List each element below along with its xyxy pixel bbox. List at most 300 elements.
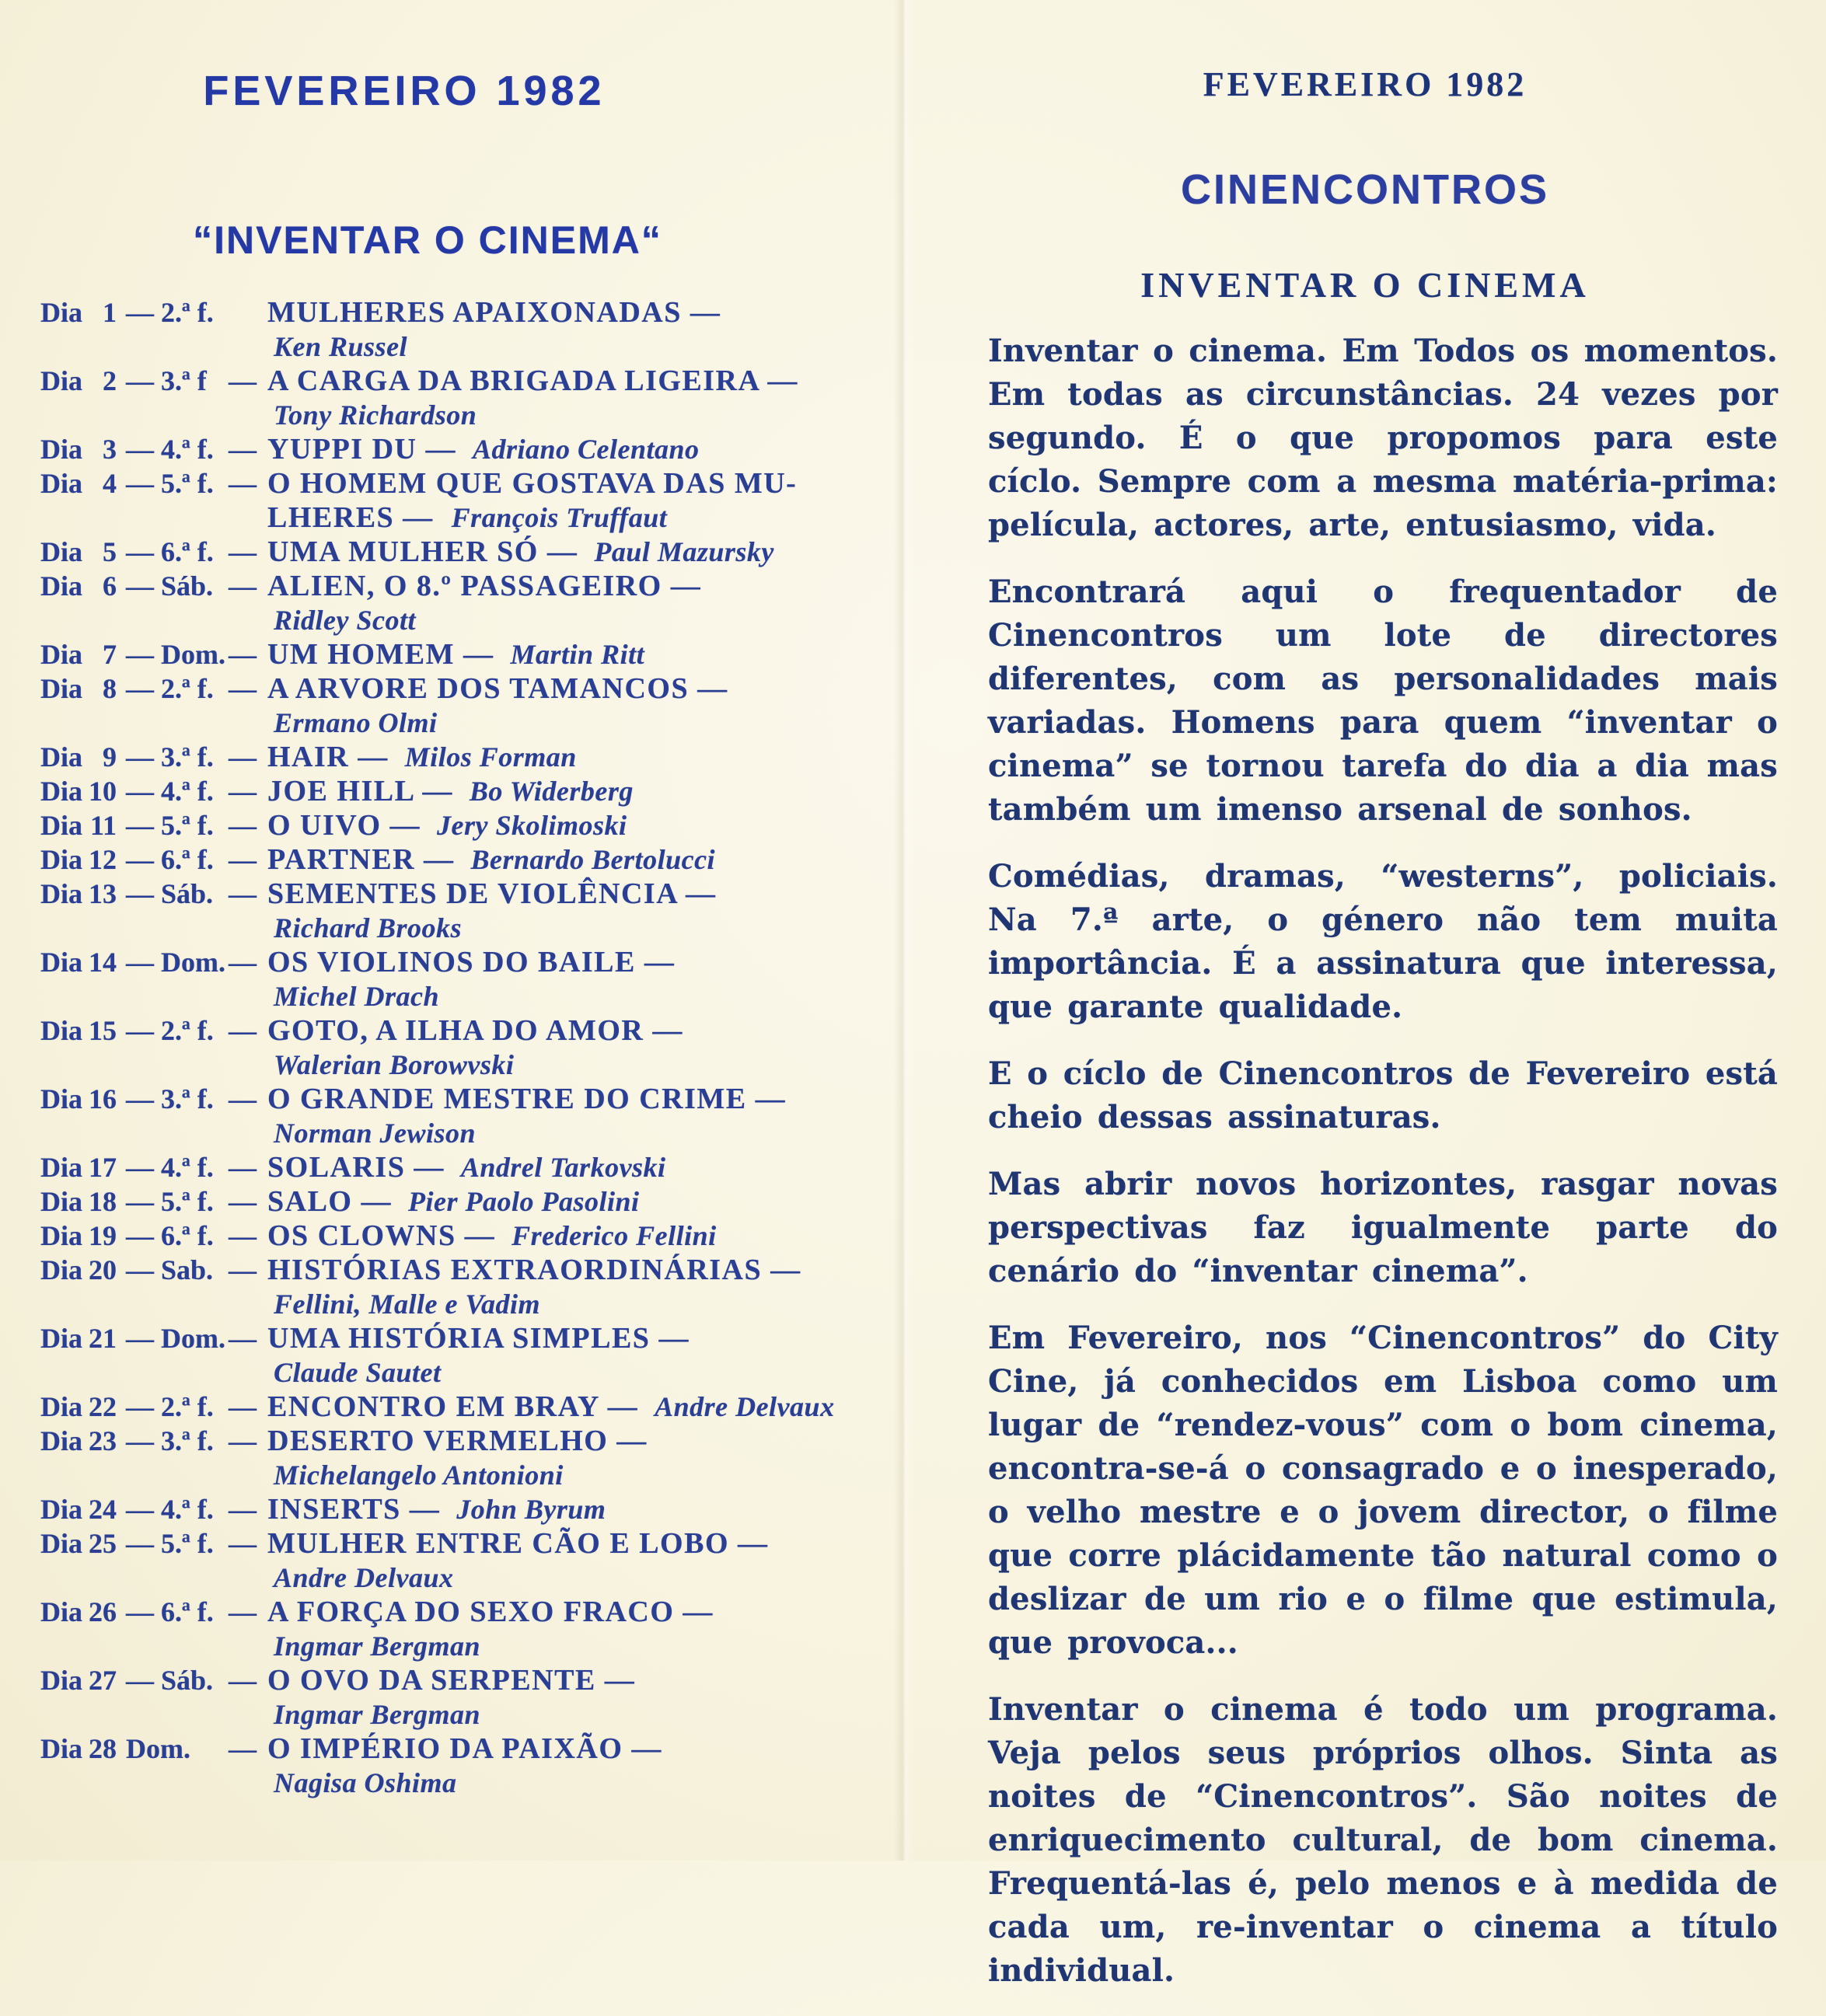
entry-title-line xyxy=(267,808,884,842)
entry-first-line xyxy=(40,535,884,569)
essay-paragraph: E o cíclo de Cinencontros de Fevereiro está cheio dessas assinaturas. xyxy=(988,1055,1778,1135)
entry-title-dash: — xyxy=(229,1152,257,1183)
entry-title-dash: — xyxy=(229,1220,257,1251)
entry-director: Tony Richardson xyxy=(274,399,477,431)
entry-weekday: — 3.ª f xyxy=(126,365,207,396)
entry-day-number: 7 xyxy=(103,639,117,670)
entry-director-inline: Andre Delvaux xyxy=(655,1391,835,1422)
entry-day-word: Dia xyxy=(40,1391,82,1422)
entry-film-title: PARTNER — xyxy=(267,843,455,876)
entry-director-inline: Frederico Fellini xyxy=(511,1220,717,1251)
entry-second-line xyxy=(274,330,884,364)
entry-day-word: Dia xyxy=(40,1494,82,1525)
entry-day-word: Dia xyxy=(40,1528,82,1559)
entry-weekday: — 6.ª f. xyxy=(126,536,214,567)
entry-weekday: — Sáb. xyxy=(126,570,214,602)
entry-day-word: Dia xyxy=(40,741,82,773)
entry-title-dash: — xyxy=(229,1425,257,1456)
entry-first-line xyxy=(40,740,884,774)
entry-second-line xyxy=(274,398,884,432)
entry-title-dash: — xyxy=(229,844,257,875)
film-schedule-list xyxy=(40,295,884,1800)
entry-day-number: 1 xyxy=(103,297,117,328)
entry-first-line xyxy=(40,774,884,808)
entry-title-line xyxy=(267,1424,884,1458)
entry-title-line xyxy=(267,1082,884,1116)
entry-weekday: — 3.ª f. xyxy=(126,741,214,773)
entry-film-title: O OVO DA SERPENTE — xyxy=(267,1664,636,1697)
schedule-entry xyxy=(40,1663,884,1732)
entry-director-inline: John Byrum xyxy=(456,1494,606,1525)
entry-title-dash: — xyxy=(229,741,257,773)
entry-title-line xyxy=(267,569,884,603)
entry-title-dash: — xyxy=(229,570,257,602)
entry-second-line xyxy=(274,1048,884,1082)
entry-day-number: 14 xyxy=(89,947,117,978)
entry-second-line xyxy=(274,1116,884,1150)
entry-director-inline: Pier Paolo Pasolini xyxy=(407,1186,640,1217)
essay-paragraph: Encontrará aqui o frequentador de Cinencontros um lote de directores diferentes, com as personalidades mais variadas. Homens para quem “inventar o cinema” se tornou tarefa do dia a dia mas também um imenso arsenal de sonhos. xyxy=(988,574,1778,828)
schedule-entry xyxy=(40,1390,884,1424)
entry-day-number: 27 xyxy=(89,1665,117,1696)
entry-day-word: Dia xyxy=(40,1425,82,1456)
entry-weekday: — 6.ª f. xyxy=(126,844,214,875)
entry-title-line xyxy=(267,1526,884,1561)
entry-title-dash: — xyxy=(229,878,257,909)
schedule-entry xyxy=(40,1526,884,1595)
entry-film-title: UMA HISTÓRIA SIMPLES — xyxy=(267,1322,690,1355)
entry-second-line xyxy=(274,1766,884,1800)
entry-day-prefix xyxy=(40,1526,267,1561)
right-cycle-title: INVENTAR O CINEMA xyxy=(1140,265,1590,305)
entry-day-prefix xyxy=(40,535,267,569)
entry-day-number: 23 xyxy=(89,1425,117,1456)
entry-day-word: Dia xyxy=(40,1186,82,1217)
entry-title-line xyxy=(267,432,884,466)
entry-weekday: — 2.ª f. xyxy=(126,673,214,704)
entry-director: Richard Brooks xyxy=(274,912,463,943)
entry-director: Ermano Olmi xyxy=(274,707,438,738)
entry-day-prefix xyxy=(40,432,267,466)
entry-first-line xyxy=(40,295,884,330)
entry-day-word: Dia xyxy=(40,1733,82,1764)
entry-director: Fellini, Malle e Vadim xyxy=(274,1289,541,1320)
entry-director-inline: Bo Widerberg xyxy=(469,776,634,807)
entry-film-title: A CARGA DA BRIGADA LIGEIRA — xyxy=(267,364,798,397)
entry-weekday: — Dom. xyxy=(126,1323,225,1354)
entry-first-line xyxy=(40,569,884,603)
entry-day-number: 3 xyxy=(103,434,117,465)
entry-title-line xyxy=(267,1492,884,1526)
entry-film-title: UMA MULHER SÓ — xyxy=(267,535,578,568)
entry-day-prefix xyxy=(40,945,267,979)
schedule-entry xyxy=(40,671,884,740)
entry-first-line xyxy=(40,945,884,979)
entry-first-line xyxy=(40,1595,884,1629)
entry-second-line xyxy=(274,1458,884,1492)
entry-title-dash: — xyxy=(229,639,257,670)
entry-weekday: — Sab. xyxy=(126,1254,214,1285)
entry-director-inline: Adriano Celentano xyxy=(472,434,700,465)
schedule-entry xyxy=(40,637,884,671)
schedule-entry xyxy=(40,1732,884,1800)
entry-day-number: 9 xyxy=(103,741,117,773)
entry-day-word: Dia xyxy=(40,1015,82,1046)
entry-title-line xyxy=(267,364,884,398)
entry-film-title: ALIEN, O 8.º PASSAGEIRO — xyxy=(267,570,702,602)
entry-day-number: 2 xyxy=(103,365,117,396)
entry-day-word: Dia xyxy=(40,1665,82,1696)
entry-title-line xyxy=(267,1253,884,1287)
entry-title-continuation: LHERES — xyxy=(267,501,434,534)
schedule-entry xyxy=(40,1253,884,1321)
right-page xyxy=(904,0,1826,1989)
entry-title-line xyxy=(267,637,884,671)
entry-weekday: — 6.ª f. xyxy=(126,1220,214,1251)
entry-day-word: Dia xyxy=(40,1254,82,1285)
entry-title-line xyxy=(267,877,884,911)
entry-title-line xyxy=(267,1390,884,1424)
entry-day-number: 15 xyxy=(89,1015,117,1046)
entry-day-prefix xyxy=(40,1219,267,1253)
entry-day-number: 25 xyxy=(89,1528,117,1559)
entry-title-line xyxy=(267,774,884,808)
entry-day-number: 22 xyxy=(89,1391,117,1422)
entry-second-line xyxy=(274,1287,884,1321)
entry-day-word: Dia xyxy=(40,947,82,978)
left-cycle-title: “INVENTAR O CINEMA“ xyxy=(193,218,662,262)
entry-film-title: A FORÇA DO SEXO FRACO — xyxy=(267,1596,714,1628)
entry-day-prefix xyxy=(40,1424,267,1458)
entry-title-line xyxy=(267,1732,884,1766)
entry-day-number: 10 xyxy=(89,776,117,807)
entry-weekday: — 5.ª f. xyxy=(126,810,214,841)
entry-director-inline: Andrel Tarkovski xyxy=(460,1152,666,1183)
entry-film-title: YUPPI DU — xyxy=(267,433,456,466)
entry-title-line xyxy=(267,1663,884,1697)
schedule-entry xyxy=(40,740,884,774)
entry-title-dash: — xyxy=(229,776,257,807)
schedule-entry xyxy=(40,1184,884,1219)
schedule-entry xyxy=(40,877,884,945)
entry-weekday: — 4.ª f. xyxy=(126,434,214,465)
entry-day-number: 5 xyxy=(103,536,117,567)
entry-title-line xyxy=(267,740,884,774)
entry-day-word: Dia xyxy=(40,1083,82,1114)
entry-weekday: — 2.ª f. xyxy=(126,1391,214,1422)
entry-title-line xyxy=(267,1321,884,1355)
entry-director: Claude Sautet xyxy=(274,1357,442,1388)
entry-day-number: 26 xyxy=(89,1596,117,1627)
entry-title-dash: — xyxy=(229,1083,257,1114)
entry-film-title: SOLARIS — xyxy=(267,1151,445,1184)
entry-day-word: Dia xyxy=(40,810,82,841)
entry-day-number: 12 xyxy=(89,844,117,875)
entry-day-number: 6 xyxy=(103,570,117,602)
entry-day-number: 20 xyxy=(89,1254,117,1285)
entry-second-line xyxy=(267,501,884,535)
schedule-entry xyxy=(40,1082,884,1150)
entry-first-line xyxy=(40,1219,884,1253)
entry-director: François Truffaut xyxy=(451,502,668,533)
entry-director: Ken Russel xyxy=(274,331,408,362)
entry-title-dash: — xyxy=(229,947,257,978)
entry-day-prefix xyxy=(40,1390,267,1424)
essay-paragraph: Em Fevereiro, nos “Cinencontros” do City Cine, já conhecidos em Lisboa como um lugar de “rendez-vous” com o bom cinema, encontra-se-á o consagrado e o inesperado, o velho mestre e o jovem director, o filme que corre plácidamente tão natural como o deslizar de um rio e o filme que estimula, que provoca... xyxy=(988,1320,1778,1661)
entry-weekday: — 5.ª f. xyxy=(126,468,214,499)
entry-day-prefix xyxy=(40,774,267,808)
entry-director: Ingmar Bergman xyxy=(274,1631,481,1662)
entry-day-number: 11 xyxy=(89,810,117,841)
schedule-entry xyxy=(40,364,884,432)
entry-title-line xyxy=(267,1184,884,1219)
entry-title-line xyxy=(267,535,884,569)
entry-film-title: SEMENTES DE VIOLÊNCIA — xyxy=(267,877,717,910)
entry-day-prefix xyxy=(40,1184,267,1219)
left-month-title: FEVEREIRO 1982 xyxy=(203,68,606,115)
entry-title-dash: — xyxy=(229,1665,257,1696)
entry-day-word: Dia xyxy=(40,1220,82,1251)
entry-title-line xyxy=(267,945,884,979)
entry-film-title: O GRANDE MESTRE DO CRIME — xyxy=(267,1083,787,1115)
entry-director: Michelangelo Antonioni xyxy=(274,1460,564,1491)
entry-first-line xyxy=(40,1492,884,1526)
entry-day-prefix xyxy=(40,877,267,911)
entry-day-prefix xyxy=(40,1732,267,1766)
entry-second-line xyxy=(274,1561,884,1595)
entry-first-line xyxy=(40,637,884,671)
entry-day-prefix xyxy=(40,1663,267,1697)
entry-film-title: O IMPÉRIO DA PAIXÃO — xyxy=(267,1732,662,1765)
schedule-entry xyxy=(40,842,884,877)
schedule-entry xyxy=(40,569,884,637)
schedule-entry xyxy=(40,945,884,1013)
entry-film-title: SALO — xyxy=(267,1185,392,1218)
entry-director-inline: Bernardo Bertolucci xyxy=(470,844,716,875)
entry-title-dash: — xyxy=(229,1323,257,1354)
entry-day-prefix xyxy=(40,1253,267,1287)
entry-day-prefix xyxy=(40,1150,267,1184)
left-page xyxy=(0,0,904,1861)
entry-film-title: GOTO, A ILHA DO AMOR — xyxy=(267,1014,683,1047)
entry-day-prefix xyxy=(40,808,267,842)
entry-day-word: Dia xyxy=(40,1152,82,1183)
entry-film-title: MULHER ENTRE CÃO E LOBO — xyxy=(267,1527,769,1560)
entry-second-line xyxy=(274,1697,884,1732)
entry-day-word: Dia xyxy=(40,844,82,875)
entry-film-title: MULHERES APAIXONADAS — xyxy=(267,296,721,329)
right-month-title: FEVEREIRO 1982 xyxy=(1203,65,1527,104)
entry-weekday: — 5.ª f. xyxy=(126,1528,214,1559)
entry-title-dash: — xyxy=(229,434,257,465)
entry-day-word: Dia xyxy=(40,639,82,670)
entry-film-title: JOE HILL — xyxy=(267,775,453,807)
entry-film-title: UM HOMEM — xyxy=(267,638,494,671)
entry-day-prefix xyxy=(40,842,267,877)
entry-title-dash: — xyxy=(229,1494,257,1525)
schedule-entry xyxy=(40,808,884,842)
entry-day-number: 24 xyxy=(89,1494,117,1525)
entry-first-line xyxy=(40,432,884,466)
entry-second-line xyxy=(274,603,884,637)
entry-title-line xyxy=(267,1150,884,1184)
entry-day-word: Dia xyxy=(40,570,82,602)
entry-day-number: 28 xyxy=(89,1733,117,1764)
entry-first-line xyxy=(40,1321,884,1355)
entry-weekday: — 6.ª f. xyxy=(126,1596,214,1627)
essay-paragraph: Inventar o cinema é todo um programa. Veja pelos seus próprios olhos. Sinta as noites de “Cinencontros”. São noites de enriquecimento cultural, de bom cinema. Frequentá-las é, pelo menos e à medida de cada um, re-inventar o cinema a título individual. xyxy=(988,1691,1778,1989)
entry-day-word: Dia xyxy=(40,297,82,328)
entry-film-title: ENCONTRO EM BRAY — xyxy=(267,1390,639,1423)
entry-director: Norman Jewison xyxy=(274,1118,477,1149)
entry-day-prefix xyxy=(40,1321,267,1355)
schedule-entry xyxy=(40,1150,884,1184)
entry-title-line xyxy=(267,1219,884,1253)
entry-title-line xyxy=(267,295,884,330)
entry-weekday: — 4.ª f. xyxy=(126,776,214,807)
entry-first-line xyxy=(40,1390,884,1424)
essay xyxy=(988,330,1778,2016)
entry-day-number: 17 xyxy=(89,1152,117,1183)
entry-first-line xyxy=(40,1732,884,1766)
schedule-entry xyxy=(40,1321,884,1390)
entry-day-word: Dia xyxy=(40,434,82,465)
schedule-entry xyxy=(40,432,884,466)
entry-day-number: 19 xyxy=(89,1220,117,1251)
entry-director: Michel Drach xyxy=(274,981,439,1012)
entry-day-number: 16 xyxy=(89,1083,117,1114)
entry-director-inline: Jery Skolimoski xyxy=(437,810,627,841)
entry-weekday: — Sáb. xyxy=(126,878,214,909)
entry-director: Ridley Scott xyxy=(274,605,416,636)
entry-second-line xyxy=(274,1629,884,1663)
entry-title-dash: — xyxy=(229,810,257,841)
entry-title-line xyxy=(267,466,884,501)
entry-first-line xyxy=(40,671,884,706)
entry-first-line xyxy=(40,1526,884,1561)
organization-title: CINENCONTROS xyxy=(1180,166,1549,213)
entry-day-word: Dia xyxy=(40,1323,82,1354)
entry-director-inline: Milos Forman xyxy=(404,741,577,773)
entry-director-inline: Martin Ritt xyxy=(510,639,645,670)
entry-weekday: — 4.ª f. xyxy=(126,1494,214,1525)
entry-day-prefix xyxy=(40,637,267,671)
entry-weekday: — 3.ª f. xyxy=(126,1083,214,1114)
entry-first-line xyxy=(40,364,884,398)
entry-first-line xyxy=(40,1184,884,1219)
entry-day-prefix xyxy=(40,1082,267,1116)
entry-director-inline: Paul Mazursky xyxy=(594,536,774,567)
schedule-entry xyxy=(40,1595,884,1663)
entry-first-line xyxy=(40,1082,884,1116)
schedule-entry xyxy=(40,535,884,569)
entry-second-line xyxy=(274,911,884,945)
entry-day-number: 21 xyxy=(89,1323,117,1354)
entry-weekday: — 5.ª f. xyxy=(126,1186,214,1217)
entry-film-title: DESERTO VERMELHO — xyxy=(267,1425,648,1457)
entry-day-word: Dia xyxy=(40,536,82,567)
entry-title-dash: — xyxy=(229,1733,257,1764)
entry-title-line xyxy=(267,842,884,877)
entry-title-dash: — xyxy=(229,1254,257,1285)
entry-second-line xyxy=(274,706,884,740)
entry-title-line xyxy=(267,1595,884,1629)
entry-first-line xyxy=(40,1663,884,1697)
entry-day-number: 8 xyxy=(103,673,117,704)
entry-film-title: HAIR — xyxy=(267,741,389,773)
entry-first-line xyxy=(40,1424,884,1458)
entry-day-word: Dia xyxy=(40,365,82,396)
schedule-entry xyxy=(40,1424,884,1492)
entry-title-dash: — xyxy=(229,1391,257,1422)
entry-weekday: Dom. xyxy=(126,1733,190,1764)
entry-day-word: Dia xyxy=(40,468,82,499)
entry-film-title: O UIVO — xyxy=(267,809,421,842)
entry-weekday: — Dom. xyxy=(126,639,225,670)
entry-first-line xyxy=(40,1150,884,1184)
entry-title-dash: — xyxy=(229,1015,257,1046)
entry-title-dash: — xyxy=(229,1528,257,1559)
essay-paragraph: Inventar o cinema. Em Todos os momentos. Em todas as circunstâncias. 24 vezes por segundo. É o que propomos para este cíclo. Sempre com a mesma matéria-prima: película, actores, arte, entusiasmo, vida. xyxy=(988,333,1778,543)
entry-title-dash: — xyxy=(229,468,257,499)
entry-title-dash: — xyxy=(229,365,257,396)
entry-day-number: 4 xyxy=(103,468,117,499)
entry-director: Andre Delvaux xyxy=(274,1562,454,1593)
entry-day-word: Dia xyxy=(40,776,82,807)
entry-weekday: — 2.ª f. xyxy=(126,1015,214,1046)
entry-day-word: Dia xyxy=(40,878,82,909)
entry-weekday: — 2.ª f. xyxy=(126,297,214,328)
essay-paragraph: Mas abrir novos horizontes, rasgar novas perspectivas faz igualmente parte do cenário do “inventar cinema”. xyxy=(988,1166,1778,1289)
entry-day-prefix xyxy=(40,1013,267,1048)
entry-day-word: Dia xyxy=(40,1596,82,1627)
entry-title-dash: — xyxy=(229,536,257,567)
entry-first-line xyxy=(40,808,884,842)
entry-film-title: OS VIOLINOS DO BAILE — xyxy=(267,946,676,978)
essay-paragraph: Comédias, dramas, “westerns”, policiais. Na 7.ª arte, o género não tem muita importância. É a assinatura que interessa, que garante qualidade. xyxy=(988,858,1778,1025)
schedule-entry xyxy=(40,295,884,364)
entry-second-line xyxy=(274,979,884,1013)
entry-day-prefix xyxy=(40,740,267,774)
entry-title-line xyxy=(267,671,884,706)
entry-first-line xyxy=(40,1013,884,1048)
entry-weekday: — Sáb. xyxy=(126,1665,214,1696)
entry-film-title: OS CLOWNS — xyxy=(267,1219,496,1252)
entry-day-prefix xyxy=(40,295,267,330)
entry-film-title: INSERTS — xyxy=(267,1493,441,1526)
entry-first-line xyxy=(40,1253,884,1287)
entry-title-dash xyxy=(257,295,267,330)
entry-day-prefix xyxy=(40,671,267,706)
entry-director: Ingmar Bergman xyxy=(274,1699,481,1730)
entry-weekday: — 3.ª f. xyxy=(126,1425,214,1456)
entry-film-title: O HOMEM QUE GOSTAVA DAS MU- xyxy=(267,467,798,500)
entry-director: Nagisa Oshima xyxy=(274,1767,457,1798)
entry-day-prefix xyxy=(40,569,267,603)
entry-first-line xyxy=(40,842,884,877)
entry-weekday: — Dom. xyxy=(126,947,225,978)
entry-day-prefix xyxy=(40,1595,267,1629)
entry-title-line xyxy=(267,1013,884,1048)
entry-first-line xyxy=(40,877,884,911)
entry-day-prefix xyxy=(40,466,267,501)
entry-title-dash: — xyxy=(229,673,257,704)
entry-weekday: — 4.ª f. xyxy=(126,1152,214,1183)
entry-day-prefix xyxy=(40,364,267,398)
entry-title-dash: — xyxy=(229,1596,257,1627)
entry-title-dash: — xyxy=(229,1186,257,1217)
entry-film-title: HISTÓRIAS EXTRAORDINÁRIAS — xyxy=(267,1254,801,1286)
